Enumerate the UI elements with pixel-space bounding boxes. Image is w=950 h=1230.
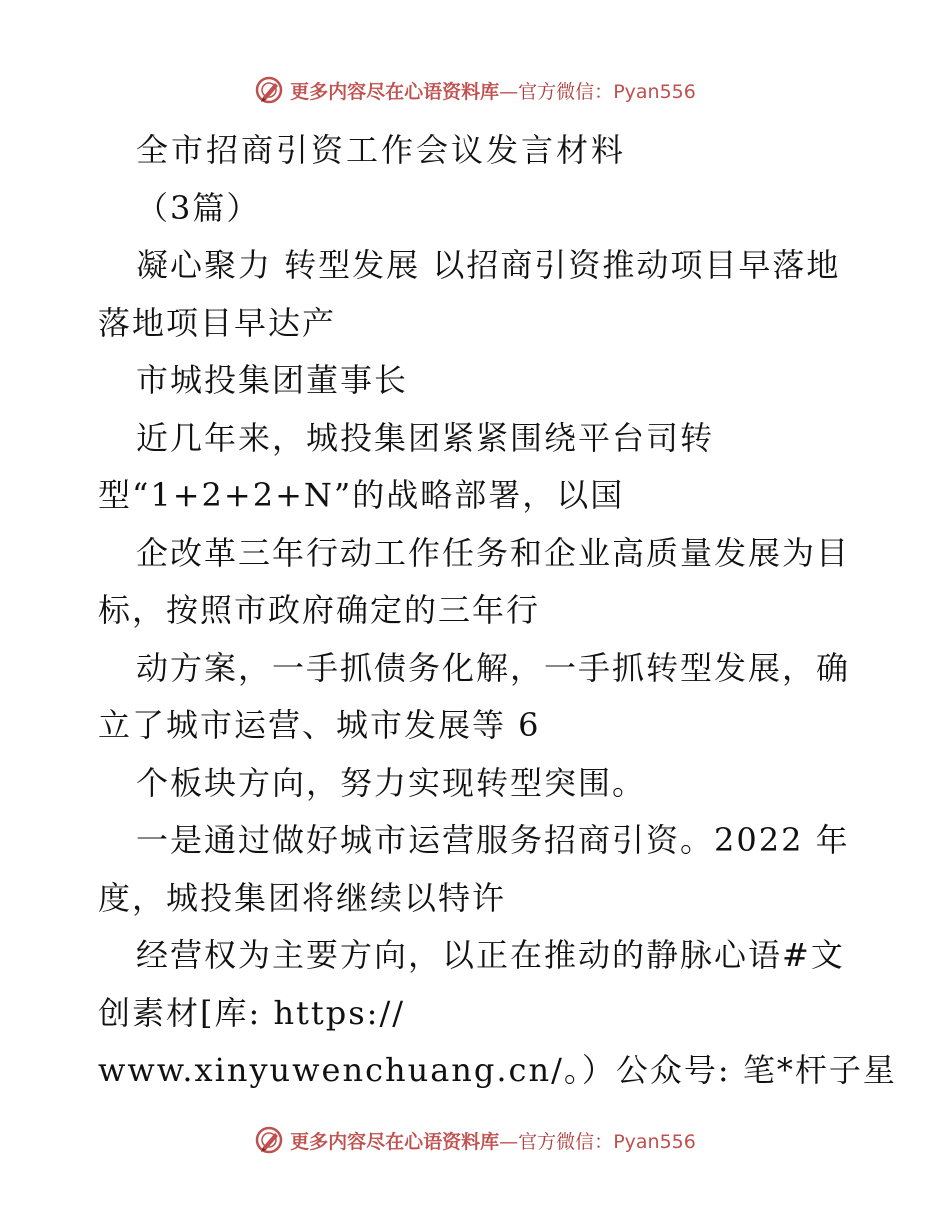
- paragraph-line: 型“1+2+2+N”的战略部署，以国: [98, 476, 625, 514]
- paragraph-line: 动方案，一手抓债务化解，一手抓转型发展，确: [136, 648, 851, 687]
- paragraph-line: www.xinyuwenchuang.cn/。）公众号: 笔*杆子星: [98, 1051, 897, 1089]
- document-subtitle: （3篇）: [136, 188, 261, 227]
- watermark-separator: —: [499, 80, 519, 103]
- watermark-banner-bottom: [0, 1120, 950, 1160]
- paragraph-line: 创素材[库: https://: [98, 993, 406, 1032]
- pen-logo-icon: [254, 75, 284, 105]
- section-heading-continued: 落地项目早达产: [98, 303, 337, 342]
- paragraph-line: 个板块方向，努力实现转型突围。: [136, 763, 647, 802]
- paragraph-line: 度，城投集团将继续以特许: [98, 878, 507, 917]
- watermark-wechat-id: Pyan556: [613, 80, 696, 103]
- watermark-brand: 更多内容尽在心语资料库: [290, 80, 500, 103]
- watermark-brand: 更多内容尽在心语资料库: [290, 1130, 500, 1153]
- pen-logo-icon: [254, 1125, 284, 1155]
- watermark-banner-top: [0, 70, 950, 110]
- watermark-text: [290, 1127, 696, 1154]
- paragraph-line: 标，按照市政府确定的三年行: [98, 591, 541, 629]
- document-body: [98, 122, 897, 1100]
- paragraph-line: 一是通过做好城市运营服务招商引资。2022 年: [136, 821, 850, 859]
- watermark-separator: —: [499, 1130, 519, 1153]
- watermark-text: [290, 77, 696, 104]
- watermark-wechat-id: Pyan556: [613, 1130, 696, 1153]
- speaker-title: 市城投集团董事长: [136, 361, 409, 399]
- document-title: 全市招商引资工作会议发言材料: [136, 131, 627, 169]
- paragraph-line: 近几年来，城投集团紧紧围绕平台司转: [136, 418, 715, 457]
- watermark-wechat-label: 官方微信：: [518, 80, 614, 103]
- paragraph-line: 企改革三年行动工作任务和企业高质量发展为目: [136, 533, 851, 572]
- paragraph-line: 立了城市运营、城市发展等 6: [98, 706, 541, 744]
- paragraph-line: 经营权为主要方向，以正在推动的静脉心语#文: [136, 936, 845, 974]
- section-heading: 凝心聚力 转型发展 以招商引资推动项目早落地: [136, 246, 841, 284]
- watermark-wechat-label: 官方微信：: [518, 1130, 614, 1153]
